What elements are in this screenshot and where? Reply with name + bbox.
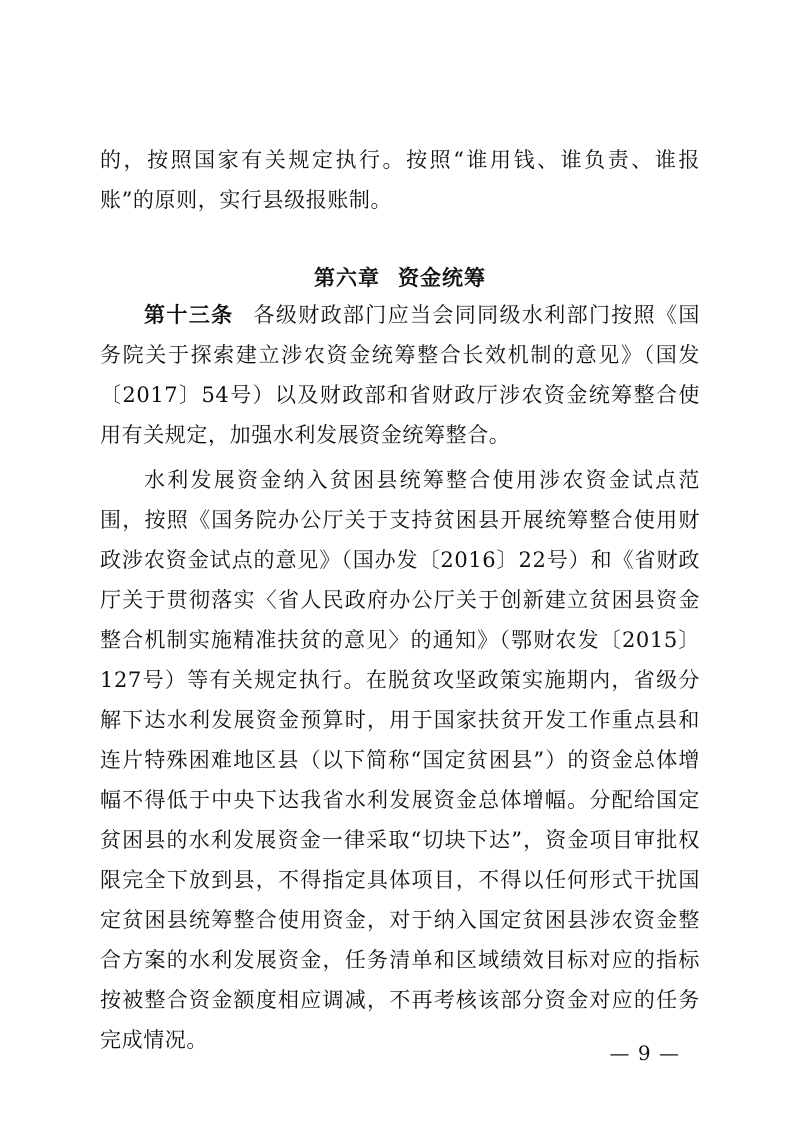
article-13-second-paragraph: 水利发展资金纳入贫困县统筹整合使用涉农资金试点范围，按照《国务院办公厅关于支持贫困县开展统筹整合使用财政涉农资金试点的意见》（国办发〔2016〕22号）和《省财政厅关于贯彻落实〈省人民政府办公厅关于创新建立贫困县资金整合机制实施精准扶贫的意见〉的通知》（鄂财农发〔2015〕127号）等有关规定执行。在脱贫攻坚政策实施期内，省级分解下达水利发展资金预算时，用于国家扶贫开发工作重点县和连片特殊困难地区县（以下简称“国定贫困县”）的资金总体增幅不得低于中央下达我省水利发展资金总体增幅。分配给国定贫困县的水利发展资金一律采取“切块下达”，资金项目审批权限完全下放到县，不得指定具体项目，不得以任何形式干扰国定贫困县统筹整合使用资金，对于纳入国定贫困县涉农资金整合方案的水利发展资金，任务清单和区域绩效目标对应的指标按被整合资金额度相应调减，不再考核该部分资金对应的任务完成情况。 [100,468,700,1052]
chapter-title: 资金统筹 [398,266,486,290]
continuation-paragraph: 的，按照国家有关规定执行。按照“谁用钱、谁负责、谁报账”的原则，实行县级报账制。 [100,148,700,212]
article-13-paragraph [100,295,700,455]
chapter-number: 第六章 [314,266,380,290]
article-label: 第十三条 [144,303,234,327]
article-13-text: 各级财政部门应当会同同级水利部门按照《国务院关于探索建立涉农资金统筹整合长效机制的意见》（国发〔2017〕54号）以及财政部和省财政厅涉农资金统筹整合使用有关规定，加强水利发展资金统筹整合。 [100,303,701,447]
chapter-heading [0,263,800,293]
page-number: — 9 — [609,1041,680,1065]
